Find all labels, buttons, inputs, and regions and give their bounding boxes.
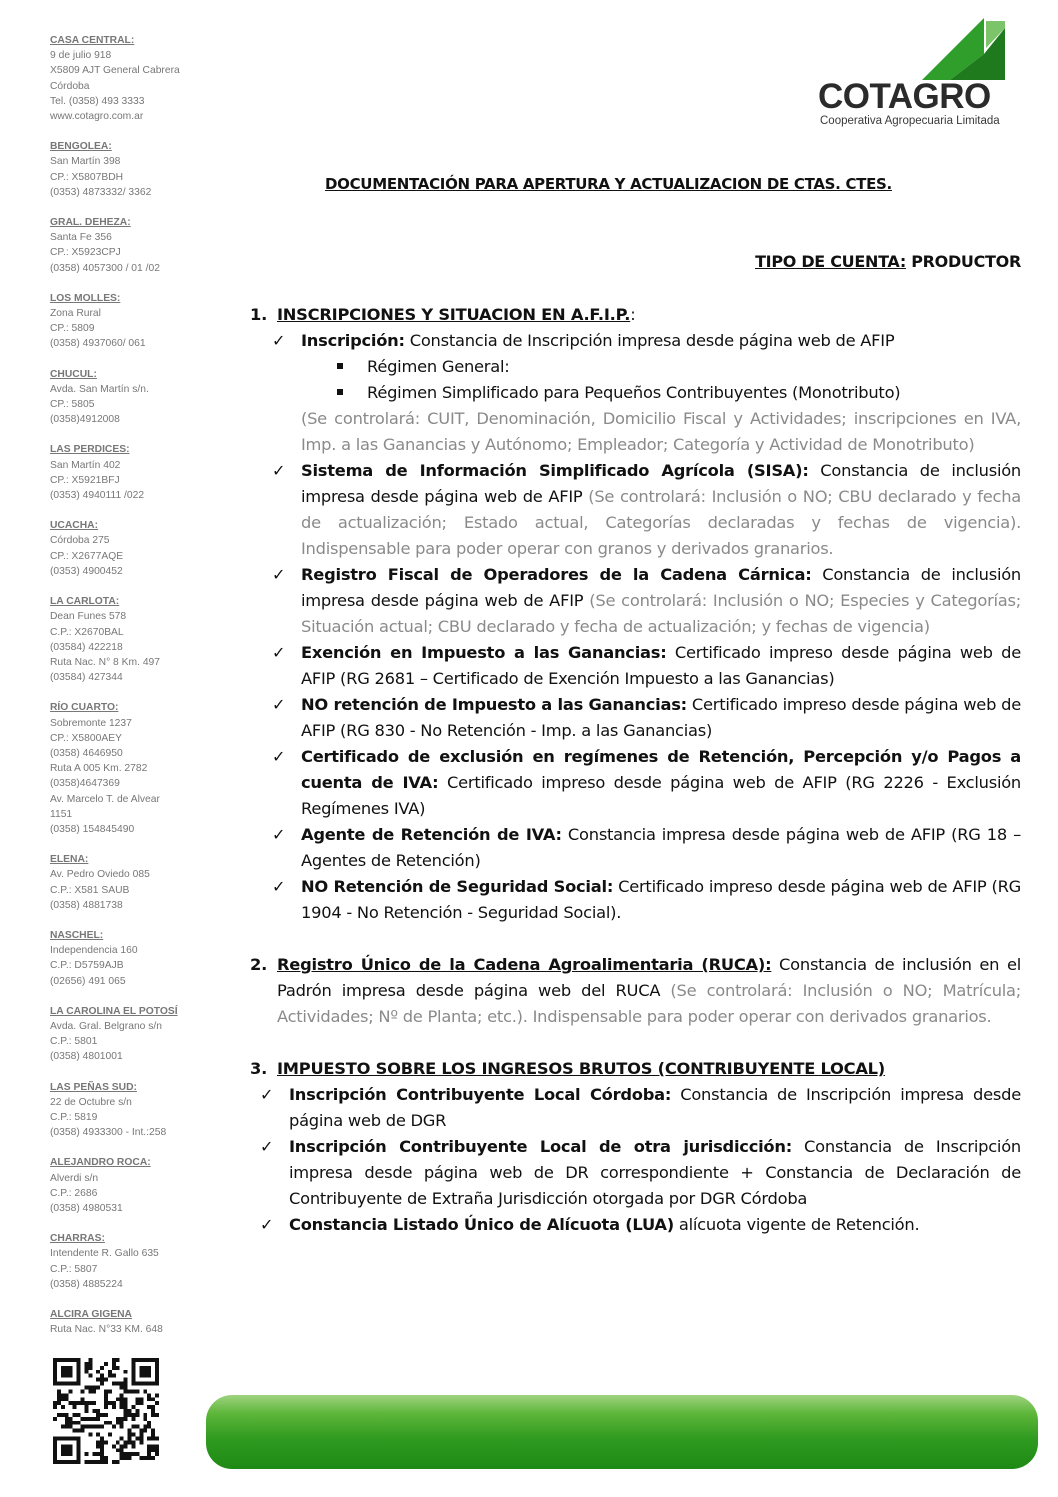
item-heading: Certificado de exclusión en regímenes de Retención, Percepción y/o Pagos a cuenta de IVA:	[301, 747, 1021, 792]
branch-line: (0358) 154845490	[50, 823, 135, 835]
branch-block	[50, 215, 210, 276]
qr-code	[52, 1358, 160, 1464]
branch-line: 1151	[50, 808, 73, 820]
item-heading: Inscripción Contribuyente Local Córdoba:	[289, 1085, 672, 1104]
branch-line: CP.: X5921BFJ	[50, 474, 120, 486]
section-title-tail: :	[630, 305, 636, 324]
item-text: Constancia de Inscripción impresa desde página web de DR correspondiente + Constancia de Declaración de Contribuyente de Extraña Jurisdicción otorgada por DGR Córdoba	[289, 1137, 1021, 1208]
afip-requirements-list	[250, 328, 1021, 926]
branch-line: Córdoba 275	[50, 535, 110, 547]
branch-line: C.P.: 5801	[50, 1036, 98, 1048]
branch-line: 9 de julio 918	[50, 50, 112, 62]
item-heading: Agente de Retención de IVA:	[301, 825, 562, 844]
branch-line: San Martín 402	[50, 459, 121, 471]
branch-block	[50, 1004, 210, 1065]
item-heading: Exención en Impuesto a las Ganancias:	[301, 643, 667, 662]
branch-line: (0353) 4900452	[50, 565, 123, 577]
branch-line: Alverdi s/n	[50, 1172, 99, 1184]
branch-line: Ruta Nac. N°33 KM. 648	[50, 1324, 163, 1336]
check-icon: ✓	[260, 1215, 274, 1234]
section-title: INSCRIPCIONES Y SITUACION EN A.F.I.P.	[277, 305, 631, 324]
item-text: Certificado impreso desde página web de AFIP (RG 1904 - No Retención - Seguridad Social).	[301, 877, 1021, 922]
branch-name: LA CAROLINA EL POTOSÍ	[50, 1005, 178, 1017]
branch-line: Córdoba	[50, 80, 90, 92]
branch-name: CHUCUL:	[50, 368, 97, 380]
section-text: Constancia de inclusión en el Padrón impresa desde página web del RUCA	[277, 955, 1021, 1000]
branch-line: (0358) 4057300 / 01 /02	[50, 262, 160, 274]
section-number: 1.	[250, 305, 268, 324]
item-note: (Se controlará: CUIT, Denominación, Domicilio Fiscal y Actividades; inscripciones en IVA, Imp. a las Ganancias y Autónomo; Empleador; Categoría y Actividad de Monotributo)	[301, 409, 1021, 454]
branch-line: (02656) 491 065	[50, 975, 126, 987]
branch-line: C.P.: D5759AJB	[50, 960, 124, 972]
item-text: Certificado impreso desde página web de AFIP (RG 2226 - Exclusión Regímenes IVA)	[301, 773, 1021, 818]
branch-line: CP.: X5800AEY	[50, 732, 122, 744]
section-ruca	[250, 952, 1021, 1030]
item-heading: Constancia Listado Único de Alícuota (LUA)	[289, 1215, 674, 1234]
item-heading: Inscripción:	[301, 331, 405, 350]
check-icon: ✓	[272, 825, 286, 844]
branch-line: Intendente R. Gallo 635	[50, 1248, 159, 1260]
item-heading: Registro Fiscal de Operadores de la Cadena Cárnica:	[301, 565, 812, 584]
check-icon: ✓	[272, 695, 286, 714]
branch-name: GRAL. DEHEZA:	[50, 217, 131, 229]
branch-line: (0358) 4937060/ 061	[50, 338, 146, 350]
branch-block	[50, 852, 210, 913]
branch-block	[50, 442, 210, 503]
branch-line: CP.: X5807BDH	[50, 171, 124, 183]
branch-name: UCACHA:	[50, 520, 99, 532]
item-heading: Sistema de Información Simplificado Agrícola (SISA):	[301, 461, 809, 480]
branch-block	[50, 139, 210, 200]
branch-line: Ruta A 005 Km. 2782	[50, 763, 148, 775]
square-bullet-icon	[337, 363, 343, 369]
document-body	[250, 302, 1021, 1238]
branch-block	[50, 700, 210, 837]
check-icon: ✓	[272, 331, 286, 350]
section-iibb	[250, 1056, 1021, 1082]
branch-line: Sobremonte 1237	[50, 717, 132, 729]
account-type-label: TIPO DE CUENTA:	[755, 252, 906, 271]
item-text: Constancia de inclusión impresa desde página web de AFIP	[301, 461, 1021, 506]
branch-name: NASCHEL:	[50, 929, 104, 941]
item-heading: Inscripción Contribuyente Local de otra jurisdicción:	[289, 1137, 792, 1156]
section-number: 3.	[250, 1059, 268, 1078]
branch-line: Av. Pedro Oviedo 085	[50, 869, 150, 881]
branch-line: (0358) 4885224	[50, 1278, 123, 1290]
item-text: Constancia de Inscripción impresa desde página web de DGR	[289, 1085, 1021, 1130]
square-bullet-icon	[337, 389, 343, 395]
branch-line: CP.: 5805	[50, 399, 95, 411]
item-text: Constancia de inclusión impresa desde página web de AFIP	[301, 565, 1021, 610]
iibb-requirements-list	[250, 1082, 1021, 1238]
branch-name: ALCIRA GIGENA	[50, 1309, 132, 1321]
branch-line: (0358)4647369	[50, 778, 120, 790]
section-title: Registro Único de la Cadena Agroalimentaria (RUCA):	[277, 955, 772, 974]
section-note: (Se controlará: Inclusión o NO; Matrícula; Actividades; Nº de Planta; etc.). Indispensable para poder operar con derivados granarios.	[277, 981, 1021, 1026]
branch-line: Zona Rural	[50, 308, 101, 320]
branch-line: Independencia 160	[50, 945, 138, 957]
branch-block	[50, 928, 210, 989]
item-text: Constancia impresa desde página web de AFIP (RG 18 – Agentes de Retención)	[301, 825, 1022, 870]
branch-line: C.P.: X2670BAL	[50, 626, 124, 638]
check-icon: ✓	[272, 877, 286, 896]
branch-line: C.P.: 5807	[50, 1263, 98, 1275]
branch-line: C.P.: 5819	[50, 1111, 98, 1123]
branch-name: RÍO CUARTO:	[50, 702, 119, 714]
list-item	[250, 744, 1021, 822]
branch-line: (0358) 4646950	[50, 747, 123, 759]
list-item	[250, 1082, 1021, 1134]
list-item	[250, 692, 1021, 744]
branch-line: (0358) 4801001	[50, 1051, 123, 1063]
item-note: (Se controlará: Inclusión o NO; CBU declarado y fecha de actualización; Estado actual, Categorías declaradas y fechas de vigencia). Indispensable para poder operar con granos y derivados granarios.	[301, 487, 1021, 558]
branch-name: ELENA:	[50, 854, 89, 866]
branch-line: (0358)4912008	[50, 414, 120, 426]
check-icon: ✓	[272, 643, 286, 662]
branch-line: Santa Fe 356	[50, 232, 112, 244]
branch-name: LA CARLOTA:	[50, 596, 120, 608]
branch-line: Avda. San Martín s/n.	[50, 383, 149, 395]
branch-line: Tel. (0358) 493 3333	[50, 95, 145, 107]
list-item	[250, 1134, 1021, 1212]
branch-block	[50, 367, 210, 428]
account-type	[755, 252, 1021, 271]
branch-line: (03584) 422218	[50, 641, 123, 653]
branch-line: Ruta Nac. N° 8 Km. 497	[50, 656, 160, 668]
branch-block	[50, 1155, 210, 1216]
check-icon: ✓	[260, 1137, 274, 1156]
document-title: DOCUMENTACIÓN PARA APERTURA Y ACTUALIZACION DE CTAS. CTES.	[325, 175, 892, 193]
branch-line: CP.: X5923CPJ	[50, 247, 121, 259]
section-title: IMPUESTO SOBRE LOS INGRESOS BRUTOS (CONTRIBUYENTE LOCAL)	[277, 1059, 886, 1078]
item-text: alícuota vigente de Retención.	[673, 1215, 920, 1234]
branch-line: (0358) 4980531	[50, 1203, 123, 1214]
branch-line: 22 de Octubre s/n	[50, 1096, 132, 1108]
branch-line: (0353) 4873332/ 3362	[50, 186, 152, 198]
branch-block	[50, 594, 210, 685]
branch-line: www.cotagro.com.ar	[50, 111, 144, 123]
branch-line: CP.: X2677AQE	[50, 550, 124, 562]
branch-line: (0358) 4881738	[50, 899, 123, 911]
list-item	[250, 458, 1021, 562]
branch-name: CASA CENTRAL:	[50, 35, 135, 46]
branch-line: C.P.: 2686	[50, 1187, 98, 1199]
logo-mark-icon	[880, 18, 1005, 80]
logo-wordmark: COTAGRO	[818, 77, 991, 116]
item-text: Constancia de Inscripción impresa desde página web de AFIP	[404, 331, 895, 350]
branch-name: ALEJANDRO ROCA:	[50, 1157, 151, 1169]
branch-line: Avda. Gral. Belgrano s/n	[50, 1020, 162, 1032]
branch-line: San Martín 398	[50, 156, 121, 168]
branch-name: LAS PERDICES:	[50, 444, 130, 456]
branch-line: (0353) 4940111 /022	[50, 490, 145, 502]
branch-directory	[50, 33, 210, 1352]
list-item	[250, 874, 1021, 926]
list-item	[250, 640, 1021, 692]
regime-list	[250, 354, 1021, 406]
item-text: Certificado impreso desde página web de AFIP (RG 830 - No Retención - Imp. a las Ganancias)	[301, 695, 1021, 740]
cotagro-logo	[818, 18, 1008, 126]
branch-name: LOS MOLLES:	[50, 292, 121, 304]
item-note: (Se controlará: Inclusión o NO; Especies y Categorías; Situación actual; CBU declarado y fecha de actualización; y fechas de vigencia)	[301, 591, 1021, 636]
list-item	[250, 1212, 1021, 1238]
list-item	[250, 562, 1021, 640]
check-icon: ✓	[272, 565, 286, 584]
item-text: Régimen General:	[367, 357, 510, 376]
list-item	[250, 328, 1021, 458]
branch-name: BENGOLEA:	[50, 141, 112, 153]
list-item	[250, 354, 1021, 380]
branch-block	[50, 1231, 210, 1292]
item-heading: NO retención de Impuesto a las Ganancias:	[301, 695, 687, 714]
branch-line: X5809 AJT General Cabrera	[50, 65, 180, 77]
logo-subtitle: Cooperativa Agropecuaria Limitada	[820, 115, 1000, 127]
section-afip	[250, 302, 1021, 328]
branch-line: Dean Funes 578	[50, 611, 127, 623]
branch-block	[50, 518, 210, 579]
branch-line: C.P.: X581 SAUB	[50, 884, 130, 896]
check-icon: ✓	[260, 1085, 274, 1104]
branch-line: (03584) 427344	[50, 672, 123, 684]
section-number: 2.	[250, 955, 268, 974]
branch-block	[50, 1307, 210, 1337]
item-text: Régimen Simplificado para Pequeños Contribuyentes (Monotributo)	[367, 383, 901, 402]
check-icon: ✓	[272, 461, 286, 480]
branch-line: (0358) 4933300 - Int.:258	[50, 1127, 167, 1139]
account-type-value: PRODUCTOR	[905, 252, 1021, 271]
list-item	[250, 822, 1021, 874]
branch-block	[50, 291, 210, 352]
footer-bar	[206, 1395, 1038, 1469]
branch-block	[50, 33, 210, 124]
branch-line: Av. Marcelo T. de Alvear	[50, 793, 160, 805]
list-item	[250, 380, 1021, 406]
branch-block	[50, 1080, 210, 1141]
branch-line: CP.: 5809	[50, 323, 95, 335]
check-icon: ✓	[272, 747, 286, 766]
branch-name: LAS PEÑAS SUD:	[50, 1081, 137, 1093]
item-heading: NO Retención de Seguridad Social:	[301, 877, 614, 896]
item-text: Certificado impreso desde página web de AFIP (RG 2681 – Certificado de Exención Impuesto a las Ganancias)	[301, 643, 1021, 688]
branch-name: CHARRAS:	[50, 1233, 105, 1245]
